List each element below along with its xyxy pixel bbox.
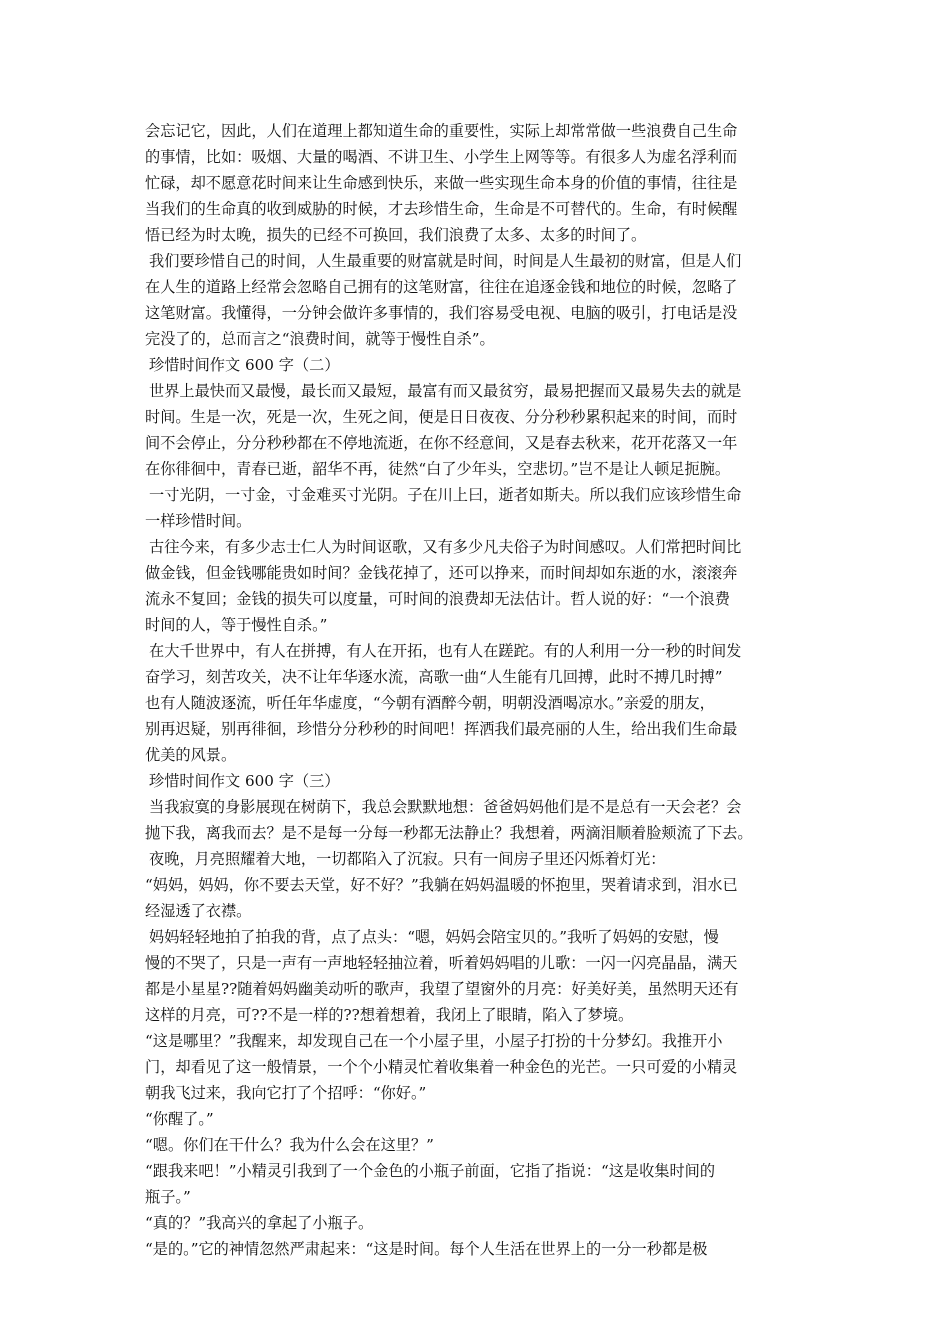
text-line: 一寸光阴，一寸金，寸金难买寸光阴。子在川上曰，逝者如斯夫。所以我们应该珍惜生命 xyxy=(149,486,742,504)
text-line: 在人生的道路上经常会忽略自己拥有的这笔财富，往往在追逐金钱和地位的时候，忽略了 xyxy=(145,278,738,296)
text-line: 也有人随波逐流，听任年华虚度，“今朝有酒醉今朝，明朝没酒喝凉水。”亲爱的朋友， xyxy=(145,694,715,712)
text-line: 悟已经为时太晚，损失的已经不可换回，我们浪费了太多、太多的时间了。 xyxy=(145,226,647,244)
text-line: 当我寂寞的身影展现在树荫下，我总会默默地想：爸爸妈妈他们是不是总有一天会老？会 xyxy=(149,798,742,816)
text-line: 的事情，比如：吸烟、大量的喝酒、不讲卫生、小学生上网等等。有很多人为虚名浮利而 xyxy=(145,148,738,166)
text-line: “妈妈，妈妈，你不要去天堂，好不好？”我躺在妈妈温暖的怀抱里，哭着请求到，泪水已 xyxy=(145,876,738,894)
text-line: 别再迟疑，别再徘徊，珍惜分分秒秒的时间吧！挥洒我们最亮丽的人生，给出我们生命最 xyxy=(145,720,738,738)
text-line: 优美的风景。 xyxy=(145,746,237,764)
text-line: 夜晚，月亮照耀着大地，一切都陷入了沉寂。只有一间房子里还闪烁着灯光： xyxy=(149,850,666,868)
text-line: 完没了的，总而言之“浪费时间，就等于慢性自杀”。 xyxy=(145,330,495,348)
text-line: 抛下我，离我而去？是不是每一分每一秒都无法静止？我想着，两滴泪顺着脸颊流了下去。 xyxy=(145,824,753,842)
text-line: 都是小星星??随着妈妈幽美动听的歌声，我望了望窗外的月亮：好美好美，虽然明天还有 xyxy=(145,980,739,998)
text-line: 门，却看见了这一般情景，一个个小精灵忙着收集着一种金色的光芒。一只可爱的小精灵 xyxy=(145,1058,738,1076)
text-line: 世界上最快而又最慢，最长而又最短，最富有而又最贫穷，最易把握而又最易失去的就是 xyxy=(149,382,742,400)
text-line: 经湿透了衣襟。 xyxy=(145,902,252,920)
text-line: 一样珍惜时间。 xyxy=(145,512,252,530)
text-line: 古往今来，有多少志士仁人为时间讴歌，又有多少凡夫俗子为时间感叹。人们常把时间比 xyxy=(149,538,742,556)
text-line: 瓶子。” xyxy=(145,1188,191,1206)
text-line: 我们要珍惜自己的时间，人生最重要的财富就是时间，时间是人生最初的财富，但是人们 xyxy=(149,252,742,270)
text-line: 在你徘徊中，青春已逝，韶华不再，徒然“白了少年头，空悲切。”岂不是让人顿足扼腕。 xyxy=(145,460,731,478)
text-line: 这笔财富。我懂得，一分钟会做许多事情的，我们容易受电视、电脑的吸引，打电话是没 xyxy=(145,304,738,322)
text-line: “是的。”它的神情忽然严肃起来：“这是时间。每个人生活在世界上的一分一秒都是极 xyxy=(145,1240,708,1258)
text-line: 慢的不哭了，只是一声有一声地轻轻抽泣着，听着妈妈唱的儿歌：一闪一闪亮晶晶，满天 xyxy=(145,954,738,972)
text-line: 妈妈轻轻地拍了拍我的背，点了点头：“嗯，妈妈会陪宝贝的。”我听了妈妈的安慰，慢 xyxy=(149,928,719,946)
text-line: 时间的人，等于慢性自杀。” xyxy=(145,616,328,634)
text-line: 这样的月亮，可??不是一样的??想着想着，我闭上了眼睛，陷入了梦境。 xyxy=(145,1006,634,1024)
text-line: 奋学习，刻苦攻关，决不让年华逐水流，高歌一曲“人生能有几回搏，此时不搏几时搏” xyxy=(145,668,723,686)
document-body xyxy=(145,118,809,1262)
text-line: “这是哪里？”我醒来，却发现自己在一个小屋子里，小屋子打扮的十分梦幻。我推开小 xyxy=(145,1032,723,1050)
text-line: 在大千世界中，有人在拼搏，有人在开拓，也有人在蹉跎。有的人利用一分一秒的时间发 xyxy=(149,642,742,660)
text-line: “你醒了。” xyxy=(145,1110,214,1128)
text-line: 朝我飞过来，我向它打了个招呼：“你好。” xyxy=(145,1084,427,1102)
text-line: 忙碌，却不愿意花时间来让生命感到快乐，来做一些实现生命本身的价值的事情，往往是 xyxy=(145,174,738,192)
text-line: 会忘记它，因此，人们在道理上都知道生命的重要性，实际上却常常做一些浪费自己生命 xyxy=(145,122,738,140)
text-line: 珍惜时间作文 600 字（二） xyxy=(149,356,340,374)
text-line: “嗯。你们在干什么？我为什么会在这里？” xyxy=(145,1136,434,1154)
text-line: 做金钱，但金钱哪能贵如时间？金钱花掉了，还可以挣来，而时间却如东逝的水，滚滚奔 xyxy=(145,564,738,582)
text-line: 间不会停止，分分秒秒都在不停地流逝，在你不经意间，又是春去秋来，花开花落又一年 xyxy=(145,434,738,452)
text-line: 珍惜时间作文 600 字（三） xyxy=(149,772,340,790)
text-line: 当我们的生命真的收到威胁的时候，才去珍惜生命，生命是不可替代的。生命，有时候醒 xyxy=(145,200,738,218)
text-line: 时间。生是一次，死是一次，生死之间，便是日日夜夜、分分秒秒累积起来的时间，而时 xyxy=(145,408,738,426)
text-line: “真的？”我高兴的拿起了小瓶子。 xyxy=(145,1214,374,1232)
text-line: “跟我来吧！”小精灵引我到了一个金色的小瓶子前面，它指了指说：“这是收集时间的 xyxy=(145,1162,716,1180)
text-line: 流永不复回；金钱的损失可以度量，可时间的浪费却无法估计。哲人说的好：“一个浪费 xyxy=(145,590,730,608)
